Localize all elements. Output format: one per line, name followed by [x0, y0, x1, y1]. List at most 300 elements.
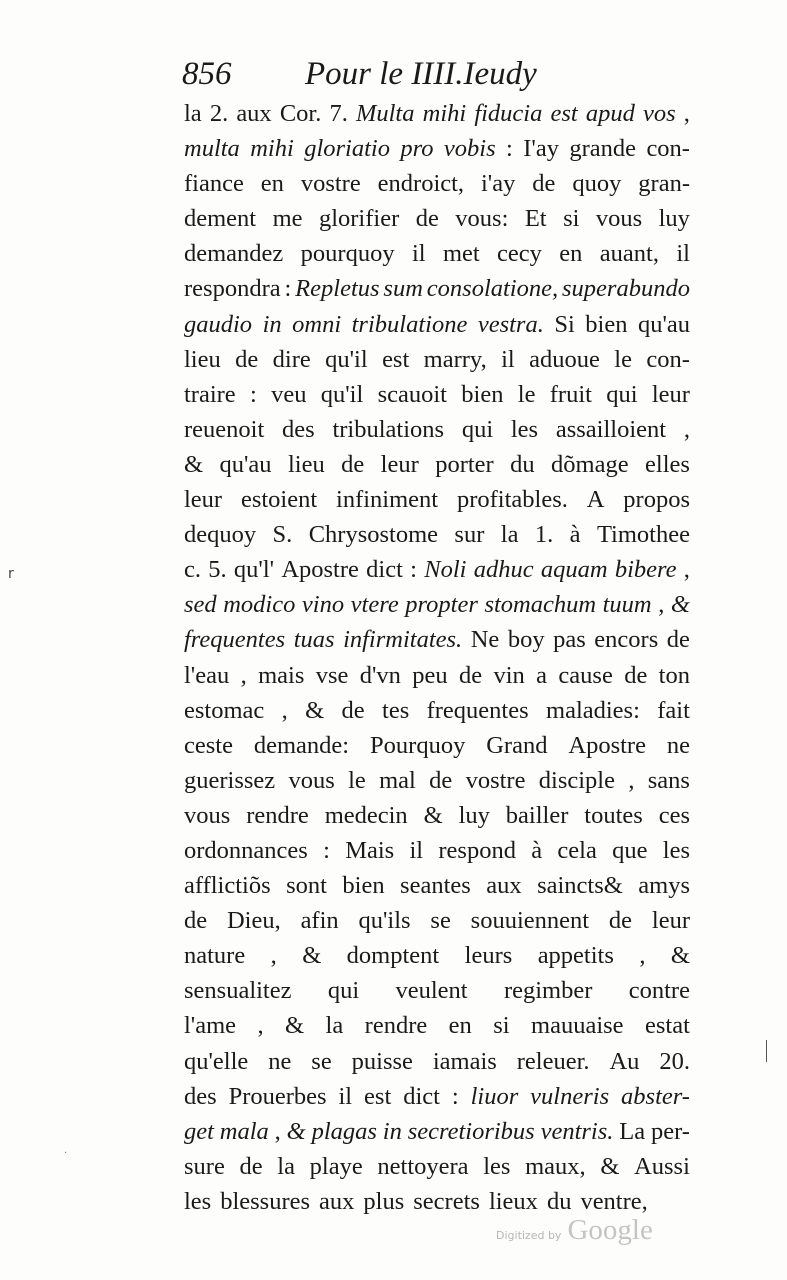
word: nature	[184, 942, 246, 970]
word: ceste	[184, 731, 233, 759]
word: per-	[650, 1117, 690, 1145]
word: sed	[184, 591, 217, 619]
word: bien	[342, 872, 385, 900]
word: il	[676, 240, 690, 268]
word: luy	[658, 205, 690, 233]
word: &	[305, 696, 325, 724]
word: respond	[438, 836, 516, 864]
word: assailloient	[555, 415, 667, 443]
word: en	[448, 1012, 472, 1040]
word: sur	[454, 521, 485, 549]
word: Noli	[424, 556, 467, 584]
word: :	[323, 836, 330, 864]
text-line	[184, 447, 690, 482]
word: Mais	[345, 836, 395, 864]
word: sans	[647, 766, 690, 794]
text-line	[184, 1044, 690, 1079]
word: traire	[184, 380, 236, 408]
word: in	[262, 310, 282, 338]
word: qui	[461, 415, 494, 443]
word: leur	[651, 907, 690, 935]
word: Repletus	[295, 275, 380, 303]
word: fiance	[184, 170, 244, 198]
word: mihi	[250, 135, 294, 163]
word: dõmage	[551, 450, 629, 478]
word: maladies:	[546, 696, 640, 724]
word: qu'au	[637, 310, 690, 338]
text-line	[184, 587, 690, 622]
word: pourquoy	[300, 240, 395, 268]
word: ton	[658, 661, 690, 689]
word: vous	[288, 766, 335, 794]
word: sensualitez	[184, 977, 292, 1005]
word: qui	[606, 380, 638, 408]
text-line	[184, 166, 690, 201]
word: vestra.	[477, 310, 544, 338]
text-line	[184, 903, 690, 938]
watermark-prefix: Digitized by	[496, 1229, 562, 1242]
word: lieu	[184, 345, 221, 373]
text-line	[184, 517, 690, 552]
text-line	[184, 763, 690, 798]
word: gran-	[638, 170, 690, 198]
word: auant,	[599, 240, 659, 268]
word: ,	[658, 591, 665, 619]
word: tuas	[293, 626, 335, 654]
word: ,	[628, 766, 635, 794]
word: vulneris	[530, 1082, 610, 1110]
word: i'ay	[481, 170, 516, 198]
word: boy	[507, 626, 545, 654]
word: iamais	[432, 1047, 497, 1075]
word: sure	[184, 1152, 225, 1180]
text-line	[184, 236, 690, 271]
word: sont	[286, 872, 327, 900]
word: leur	[184, 486, 223, 514]
margin-mark-bottom-left: ·	[64, 1148, 68, 1159]
word: Si	[554, 310, 575, 338]
word: :	[249, 380, 257, 408]
word: de	[429, 766, 453, 794]
word: cause	[558, 661, 613, 689]
text-line	[184, 377, 690, 412]
word: respondra	[184, 275, 281, 303]
word: grande	[569, 135, 637, 163]
word: Grand	[486, 731, 548, 759]
word: de	[341, 450, 365, 478]
word: tes	[382, 696, 410, 724]
text-line	[184, 798, 690, 833]
word: seantes	[400, 872, 471, 900]
word: vino	[301, 591, 345, 619]
word: d'vn	[359, 661, 401, 689]
word: rendre	[364, 1012, 428, 1040]
word: tribulatione	[351, 310, 468, 338]
word: A	[586, 486, 605, 514]
word: si	[563, 205, 580, 233]
word: vse	[315, 661, 349, 689]
word: Et	[524, 205, 547, 233]
word: :	[506, 135, 513, 163]
word: à	[531, 836, 543, 864]
word: de	[239, 1152, 263, 1180]
word: nettoyera	[377, 1152, 469, 1180]
word: aux	[486, 872, 522, 900]
word: afin	[300, 907, 339, 935]
text-line	[184, 622, 690, 657]
text-line	[184, 1114, 690, 1149]
word: c.	[184, 556, 201, 584]
word: ,	[257, 1012, 264, 1040]
word: de	[624, 661, 648, 689]
word: de	[608, 907, 633, 935]
word: fait	[657, 696, 690, 724]
word: infirmitates.	[343, 626, 463, 654]
word: il	[338, 1082, 353, 1110]
word: :	[451, 1082, 459, 1110]
word: La	[619, 1117, 646, 1145]
word: disciple	[538, 766, 615, 794]
text-line	[184, 728, 690, 763]
word: gaudio	[184, 310, 253, 338]
word: des	[282, 415, 315, 443]
word: &	[670, 942, 690, 970]
word: ,	[281, 696, 288, 724]
word: frequentes	[184, 626, 286, 654]
word: 2.	[209, 100, 229, 127]
running-title: Pour le IIII.Ieudy	[305, 56, 537, 92]
text-line	[184, 271, 690, 306]
word: gloriatio	[304, 135, 390, 163]
word: dire	[272, 345, 311, 373]
word: appetits	[537, 942, 614, 970]
word: puisse	[351, 1047, 413, 1075]
text-line	[184, 833, 690, 868]
word: aux	[236, 100, 272, 127]
word: les	[483, 1152, 511, 1180]
word: afflictiõs	[184, 872, 271, 900]
word: infiniment	[336, 486, 439, 514]
word: scauoit	[377, 380, 447, 408]
word: encors	[594, 626, 659, 654]
word: fruit	[549, 380, 592, 408]
word: qu'l'	[233, 556, 275, 584]
text-line	[184, 412, 690, 447]
word: &	[670, 591, 690, 619]
word: de	[459, 661, 483, 689]
word: &	[285, 1012, 305, 1040]
word: ces	[658, 801, 690, 829]
word: bien	[461, 380, 504, 408]
word: &	[423, 801, 443, 829]
word: leur	[651, 380, 690, 408]
word: que	[612, 836, 648, 864]
margin-rule-right	[766, 1040, 767, 1062]
word: superabundo	[562, 275, 690, 303]
word: demande:	[253, 731, 350, 759]
word: Timothee	[596, 521, 690, 549]
word: mais	[258, 661, 305, 689]
word: I'ay	[523, 135, 559, 163]
word: blessures	[220, 1187, 311, 1215]
word: qui	[327, 977, 360, 1005]
word: modico	[223, 591, 296, 619]
word: estomac	[184, 696, 265, 724]
word: rendre	[246, 801, 309, 829]
word: il	[409, 836, 424, 864]
word: l'eau	[184, 661, 230, 689]
word: l'ame	[184, 1012, 237, 1040]
word: veulent	[395, 977, 468, 1005]
text-line	[184, 342, 690, 377]
word: sum	[383, 275, 423, 303]
word: regimber	[503, 977, 593, 1005]
word: Cor.	[279, 100, 322, 127]
word: secrets	[413, 1187, 480, 1215]
word: dict	[403, 1082, 440, 1110]
word: bailler	[505, 801, 569, 829]
word: medecin	[324, 801, 408, 829]
word: leurs	[464, 942, 513, 970]
word: plus	[363, 1187, 405, 1215]
word: omni	[292, 310, 342, 338]
word: cela	[557, 836, 597, 864]
word: domptent	[346, 942, 440, 970]
word: endroict,	[377, 170, 465, 198]
text-line	[184, 658, 690, 693]
word: estoient	[240, 486, 318, 514]
word: 20.	[659, 1047, 690, 1075]
word: de	[235, 345, 259, 373]
word: &	[184, 450, 204, 478]
word: pas	[553, 626, 586, 654]
text-line	[184, 96, 690, 131]
word: adhuc	[473, 556, 534, 584]
word: souuiennent	[470, 907, 590, 935]
word: dement	[184, 205, 257, 233]
word: il	[501, 345, 515, 373]
word: plagas	[311, 1117, 377, 1145]
word: Chrysostome	[308, 521, 439, 549]
word: mala	[219, 1117, 269, 1145]
word: vtere	[350, 591, 399, 619]
word: Aussi	[634, 1152, 690, 1180]
text-line	[184, 868, 690, 903]
word: lieux	[488, 1187, 538, 1215]
word: ,	[683, 556, 690, 584]
word: frequentes	[426, 696, 529, 724]
word: de	[532, 170, 556, 198]
word: aduoue	[529, 345, 600, 373]
word: peu	[412, 661, 448, 689]
word: :	[410, 556, 417, 584]
word: ,	[270, 942, 277, 970]
word: de	[184, 907, 208, 935]
word: ,	[274, 1117, 281, 1145]
word: aux	[319, 1187, 355, 1215]
word: 7.	[329, 100, 348, 127]
word: les	[662, 836, 690, 864]
margin-mark-top-left: r	[8, 566, 14, 582]
word: ventris.	[540, 1117, 614, 1145]
word: mauuaise	[531, 1012, 624, 1040]
word: propter	[405, 591, 478, 619]
body-text	[184, 96, 690, 1219]
word: ne	[268, 1047, 292, 1075]
word: en	[260, 170, 284, 198]
word: vostre	[300, 170, 361, 198]
word: ordonnances	[184, 836, 308, 864]
text-line	[184, 973, 690, 1008]
running-head	[182, 52, 682, 96]
word: vostre	[465, 766, 526, 794]
word: ventre,	[580, 1187, 648, 1215]
word: mal	[379, 766, 416, 794]
word: vin	[493, 661, 525, 689]
word: secretioribus	[407, 1117, 535, 1145]
word: qu'elle	[184, 1047, 249, 1075]
word: consolatione,	[426, 275, 559, 303]
word: :	[284, 275, 292, 303]
text-line	[184, 1008, 690, 1043]
word: est	[364, 1082, 392, 1110]
word: 1.	[534, 521, 554, 549]
word: Prouerbes	[228, 1082, 327, 1110]
word: contre	[628, 977, 690, 1005]
text-line	[184, 1149, 690, 1184]
word: qu'il	[325, 345, 368, 373]
word: a	[536, 661, 548, 689]
word: stomachum	[484, 591, 597, 619]
word: ,	[683, 415, 690, 443]
word: si	[493, 1012, 510, 1040]
word: playe	[309, 1152, 363, 1180]
word: &	[600, 1152, 620, 1180]
word: con-	[646, 135, 690, 163]
digitized-watermark	[496, 1214, 653, 1254]
word: quoy	[572, 170, 622, 198]
word: elles	[645, 450, 690, 478]
word: bibere	[614, 556, 677, 584]
word: lieu	[287, 450, 325, 478]
word: toutes	[584, 801, 643, 829]
word: les	[510, 415, 539, 443]
word: releuer.	[516, 1047, 590, 1075]
text-line	[184, 131, 690, 166]
word: apud	[585, 100, 635, 127]
text-line	[184, 693, 690, 728]
word: abster-	[621, 1082, 690, 1110]
page-number: 856	[182, 56, 232, 92]
word: ,	[639, 942, 646, 970]
word: leur	[380, 450, 419, 478]
word: vos	[642, 100, 676, 127]
word: du	[546, 1187, 572, 1215]
word: amys	[638, 872, 690, 900]
word: qu'au	[219, 450, 272, 478]
text-line	[184, 938, 690, 973]
word: la	[500, 521, 519, 549]
word: reuenoit	[184, 415, 265, 443]
word: Multa	[355, 100, 415, 127]
word: les	[184, 1187, 212, 1215]
word: vobis	[443, 135, 496, 163]
word: profitables.	[456, 486, 568, 514]
word: ,	[240, 661, 247, 689]
word: Ne	[470, 626, 500, 654]
text-line	[184, 482, 690, 517]
word: me	[272, 205, 303, 233]
word: le	[614, 345, 632, 373]
word: qu'il	[320, 380, 364, 408]
word: in	[382, 1117, 402, 1145]
word: ne	[666, 731, 690, 759]
word: mihi	[422, 100, 467, 127]
word: de	[666, 626, 690, 654]
word: guerissez	[184, 766, 276, 794]
word: Pourquoy	[370, 731, 466, 759]
text-line	[184, 307, 690, 342]
word: fiducia	[474, 100, 543, 127]
word: demandez	[184, 240, 284, 268]
word: estat	[644, 1012, 690, 1040]
word: ,	[683, 100, 690, 127]
word: se	[430, 907, 451, 935]
word: glorifier	[318, 205, 400, 233]
word: vous	[184, 801, 231, 829]
text-line	[184, 201, 690, 236]
word: du	[510, 450, 535, 478]
word: de	[415, 205, 439, 233]
word: la	[184, 100, 202, 127]
word: des	[184, 1082, 217, 1110]
word: liuor	[470, 1082, 519, 1110]
word: la	[325, 1012, 344, 1040]
word: se	[311, 1047, 332, 1075]
word: pro	[400, 135, 434, 163]
word: il	[411, 240, 426, 268]
text-line	[184, 552, 690, 587]
word: Dieu,	[226, 907, 281, 935]
word: tribulations	[332, 415, 445, 443]
word: vous	[595, 205, 643, 233]
word: porter	[435, 450, 494, 478]
word: get	[184, 1117, 214, 1145]
word: vous:	[455, 205, 509, 233]
word: à	[569, 521, 581, 549]
word: tuum	[602, 591, 652, 619]
word: est	[382, 345, 410, 373]
word: luy	[458, 801, 490, 829]
word: aquam	[540, 556, 608, 584]
word: S.	[272, 521, 293, 549]
word: le	[517, 380, 536, 408]
word: 5.	[208, 556, 227, 584]
text-line	[184, 1079, 690, 1114]
word: la	[277, 1152, 295, 1180]
word: con-	[646, 345, 690, 373]
word: &	[286, 1117, 306, 1145]
word: cecy	[497, 240, 542, 268]
word: Au	[609, 1047, 640, 1075]
word: multa	[184, 135, 240, 163]
word: qu'ils	[358, 907, 411, 935]
google-logo: Google	[567, 1214, 653, 1246]
word: dequoy	[184, 521, 257, 549]
word: maux,	[525, 1152, 586, 1180]
word: &	[302, 942, 322, 970]
word: propos	[623, 486, 690, 514]
